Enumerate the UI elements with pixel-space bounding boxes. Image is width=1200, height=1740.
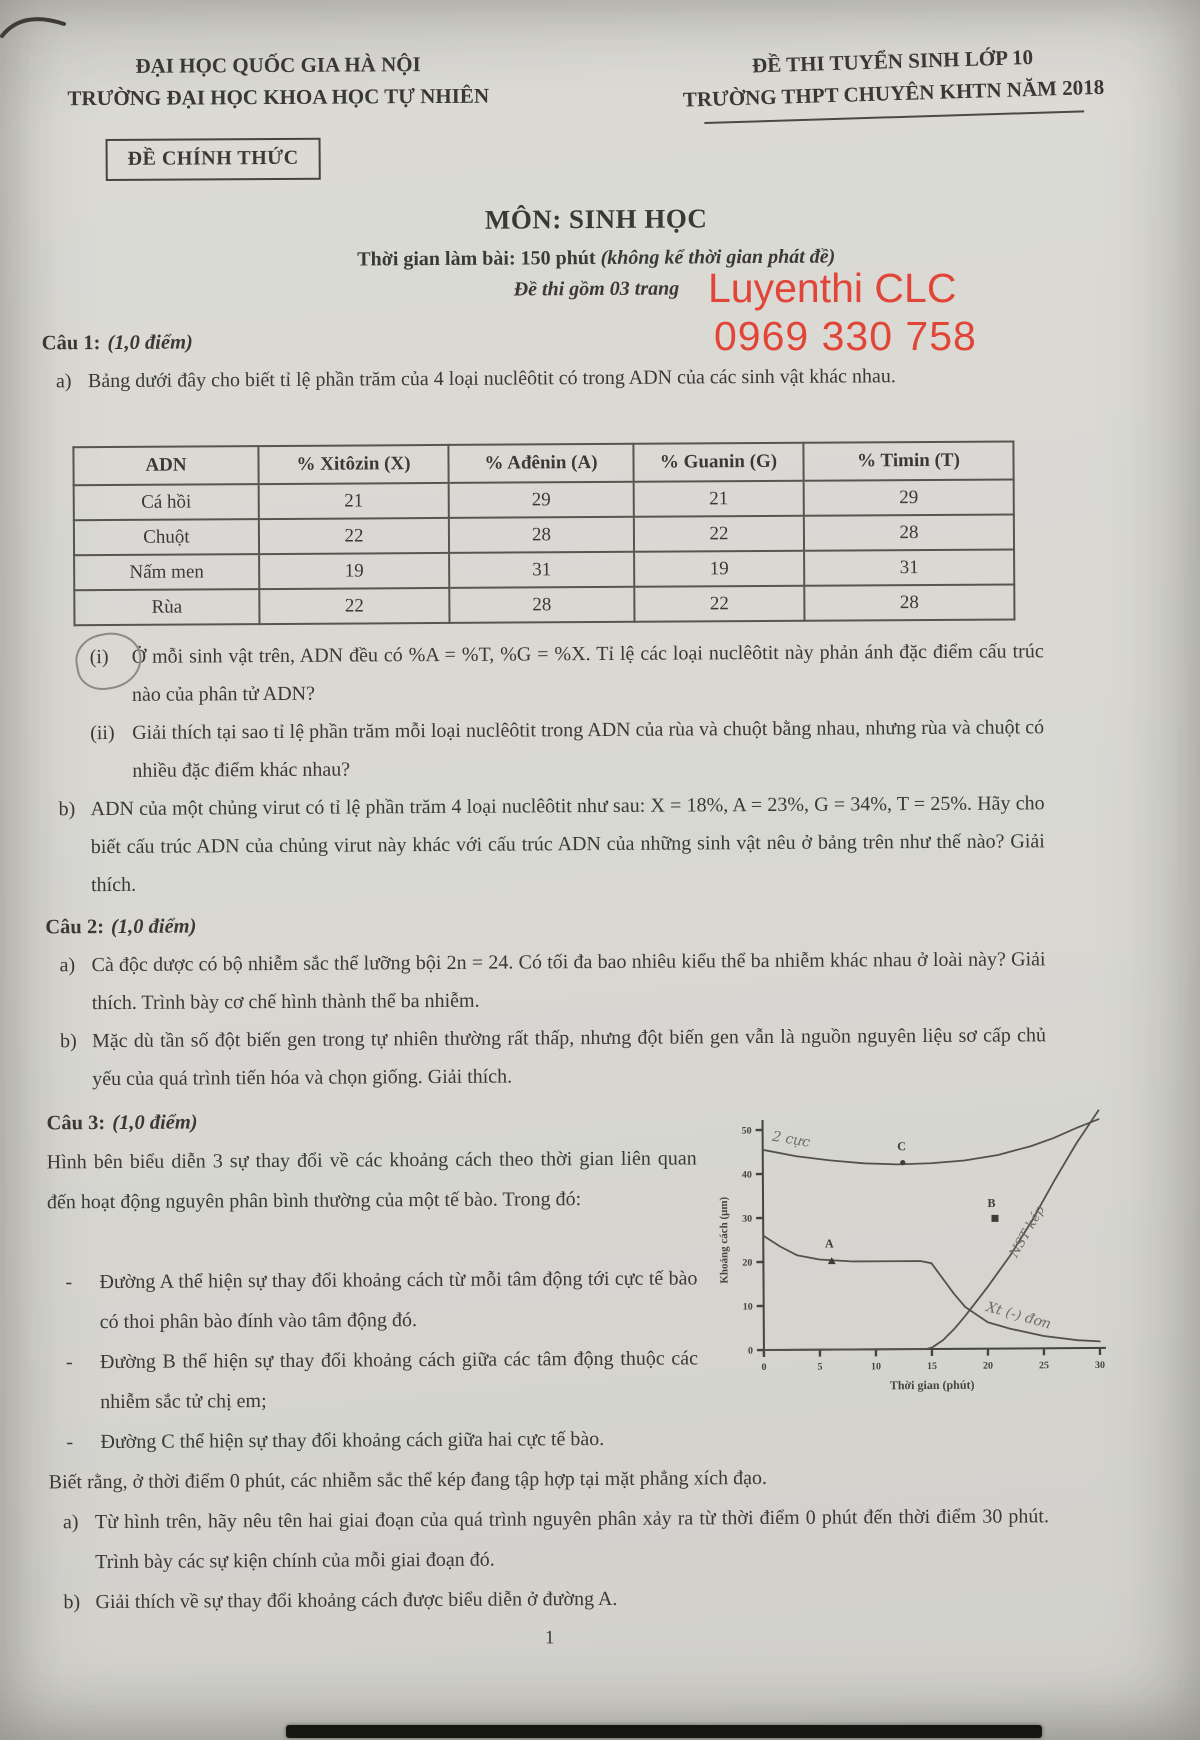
q1-points: (1,0 điểm) — [107, 331, 193, 354]
handwritten-annotation: Xt (-) đơn — [984, 1299, 1053, 1333]
curve-label-C: C — [897, 1139, 906, 1154]
table-cell: 19 — [634, 551, 804, 587]
table-cell: 28 — [804, 584, 1014, 620]
exam-school-year: TRƯỜNG THPT CHUYÊN KHTN NĂM 2018 — [682, 74, 1105, 112]
time-limit-line — [0, 243, 1196, 273]
x-tick-label: 15 — [927, 1360, 938, 1373]
x-tick-label: 30 — [1095, 1359, 1106, 1371]
official-exam-stamp: ĐỀ CHÍNH THỨC — [106, 138, 321, 181]
bullet-dash: - — [65, 1351, 73, 1374]
x-tick-label: 10 — [871, 1361, 882, 1373]
y-axis-label: Khoảng cách (μm) — [717, 1196, 731, 1284]
q3-part-b — [49, 1576, 1049, 1622]
x-tick-label: 25 — [1039, 1360, 1050, 1372]
q1-part-i — [44, 632, 1044, 714]
time-limit-note: (không kể thời gian phát đề) — [600, 245, 836, 269]
q2-points: (1,0 điểm) — [110, 915, 197, 938]
q3-label: Câu 3: — [46, 1112, 106, 1135]
q1-i-label: (i) — [89, 645, 109, 669]
q1-b-label: b) — [58, 798, 76, 821]
header-right-block — [642, 39, 1144, 126]
y-tick-label: 20 — [742, 1257, 753, 1269]
x-tick-label: 0 — [761, 1361, 767, 1374]
q1-part-b — [45, 784, 1046, 904]
q1-part-a — [42, 356, 1042, 438]
series-b-marker — [991, 1215, 998, 1222]
q2-b-label: b) — [59, 1030, 77, 1053]
y-tick-label: 0 — [747, 1345, 753, 1357]
watermark-phone: 0969 330 758 — [714, 313, 977, 359]
table-cell: 28 — [804, 514, 1014, 550]
school-name: TRƯỜNG ĐẠI HỌC KHOA HỌC TỰ NHIÊN — [67, 83, 490, 111]
curve-C — [763, 1119, 1099, 1165]
scan-edge-black-bar — [286, 1725, 1042, 1738]
table-cell: 28 — [449, 517, 634, 553]
q3-b-text: Giải thích về sự thay đổi khoảng cách được biểu diễn ở đường A. — [95, 1587, 618, 1614]
q3-bullet-line-b — [48, 1336, 1048, 1422]
table-cell: 31 — [449, 552, 634, 588]
q1-label: Câu 1: — [41, 332, 101, 355]
q2-part-a — [45, 940, 1045, 1022]
pages-note: Đề thi gồm 03 trang — [513, 277, 680, 301]
curve-label-B: B — [987, 1195, 996, 1210]
q3-note: Biết rằng, ở thời điểm 0 phút, các nhiễm sắc thể kép đang tập hợp tại mặt phẳng xích đạo. — [48, 1466, 767, 1494]
table-cell: 22 — [634, 516, 804, 552]
table-cell: 29 — [449, 482, 634, 518]
adn-table-header-cell: % Xitôzin (X) — [258, 445, 448, 484]
q1-part-ii — [44, 708, 1044, 790]
q3-points: (1,0 điểm) — [112, 1111, 198, 1134]
table-row — [74, 514, 1014, 555]
series-c-marker — [900, 1160, 905, 1165]
table-row — [74, 584, 1014, 625]
university-name: ĐẠI HỌC QUỐC GIA HÀ NỘI — [135, 52, 421, 78]
q3-bullet-line-a — [47, 1256, 1047, 1342]
y-tick-label: 40 — [741, 1169, 752, 1181]
q3-bullet-b-text: Đường B thể hiện sự thay đổi khoảng cách giữa các tâm động thuộc các nhiễm sắc tử chị em; — [99, 1347, 699, 1414]
adn-table-header-cell: ADN — [73, 446, 258, 485]
table-cell: 22 — [259, 588, 449, 624]
q2-a-text: Cà độc dược có bộ nhiễm sắc thể lưỡng bội 2n = 24. Có tối đa bao nhiêu kiểu thể ba nhiễm khác nhau ở loài này? Giải thích. Trình bày cơ chế hình thành thể ba nhiễm. — [91, 948, 1046, 1015]
table-cell: 19 — [259, 553, 449, 589]
q3-section — [46, 1098, 1106, 1622]
table-cell: 21 — [259, 483, 449, 519]
table-row — [74, 479, 1014, 520]
table-cell: Chuột — [74, 519, 259, 555]
handwritten-annotation: 2 cực — [770, 1128, 812, 1151]
q3-bullet-a-text: Đường A thể hiện sự thay đổi khoảng cách từ mỗi tâm động tới cực tế bào có thoi phân bào đính vào tâm động đó. — [99, 1267, 698, 1334]
adn-table-body — [74, 479, 1015, 625]
q2-a-label: a) — [59, 954, 76, 977]
header-left-block — [63, 49, 493, 124]
table-cell: 21 — [634, 481, 804, 517]
adn-table-header-cell: % Ađênin (A) — [448, 444, 633, 483]
q3-a-label: a) — [62, 1511, 79, 1534]
document-header — [0, 0, 1195, 124]
time-limit-text: Thời gian làm bài: 150 phút — [357, 246, 601, 271]
table-cell: Nấm men — [74, 554, 259, 590]
curve-label-A: A — [824, 1236, 834, 1251]
q1-b-text: ADN của một chủng virut có tỉ lệ phần trăm 4 loại nuclêôtit như sau: X = 18%, A = 23%, G = 34%, T = 25%. Hãy cho biết cấu trúc ADN của chủng virut này khác với cấu trúc ADN của những sinh vật nêu ở bảng trên như thế nào? Giải thích. — [90, 792, 1045, 897]
x-tick-label: 20 — [983, 1360, 994, 1372]
adn-table-header-cell: % Timin (T) — [803, 441, 1013, 480]
q2-b-text: Mặc dù tần số đột biến gen trong tự nhiên thường rất thấp, nhưng đột biến gen vẫn là nguồn nguyên liệu sơ cấp chủ yếu của quá trình tiến hóa và chọn giống. Giải thích. — [91, 1024, 1047, 1091]
q3-intro: Hình bên biểu diễn 3 sự thay đổi về các khoảng cách theo thời gian liên quan đến hoạt động nguyên phân bình thường của một tế bào. Trong đó: — [46, 1147, 697, 1214]
q1-ii-text: Giải thích tại sao tỉ lệ phần trăm mỗi loại nuclêôtit trong ADN của rùa và chuột bằng nhau, nhưng rùa và chuột có nhiều đặc điểm khác nhau? — [132, 716, 1045, 782]
y-tick-label: 30 — [742, 1213, 753, 1225]
q3-bullet-line-c — [48, 1416, 1048, 1462]
adn-table-head-row — [73, 441, 1013, 485]
red-watermark — [708, 264, 977, 360]
x-tick-label: 5 — [817, 1361, 823, 1373]
adn-percentage-table — [72, 440, 1015, 626]
table-row — [74, 549, 1014, 590]
q3-a-text: Từ hình trên, hãy nêu tên hai giai đoạn của quá trình nguyên phân xảy ra từ thời điểm 0 phút đến thời điểm 30 phút. Trình bày các sự kiện chính của mỗi giai đoạn đó. — [94, 1505, 1050, 1574]
bullet-dash: - — [65, 1271, 73, 1294]
x-axis-label: Thời gian (phút) — [889, 1377, 975, 1393]
q1-i-text: Ở mỗi sinh vật trên, ADN đều có %A = %T, %G = %X. Tỉ lệ các loại nuclêôtit này phản ánh đặc điểm cấu trúc nào của phân tử ADN? — [131, 640, 1044, 706]
table-cell: 22 — [259, 518, 449, 554]
q3-part-a — [49, 1496, 1049, 1582]
table-cell: 22 — [634, 586, 804, 622]
q3-b-label: b) — [63, 1591, 81, 1614]
q1-a-text: Bảng dưới đây cho biết tỉ lệ phần trăm của 4 loại nuclêôtit có trong ADN của các sinh vật khác nhau. — [87, 365, 896, 393]
bullet-dash: - — [66, 1431, 74, 1454]
y-tick-label: 50 — [741, 1125, 752, 1137]
y-tick-label: 10 — [742, 1301, 753, 1313]
q1-ii-label: (ii) — [90, 721, 115, 745]
q2-heading — [45, 902, 1045, 946]
q2-label: Câu 2: — [45, 916, 105, 939]
q2-part-b — [46, 1016, 1046, 1098]
exam-body — [41, 318, 1106, 1652]
q3-bullet-c-text: Đường C thể hiện sự thay đổi khoảng cách giữa hai cực tế bào. — [100, 1427, 605, 1454]
watermark-brand: Luyenthi CLC — [708, 265, 957, 311]
title-block — [0, 200, 1197, 304]
chart-labels — [824, 1139, 998, 1264]
table-cell: Rùa — [74, 589, 259, 625]
table-cell: 31 — [804, 549, 1014, 585]
q1-a-label: a) — [55, 370, 72, 393]
table-cell: 28 — [449, 587, 634, 623]
adn-table-header-cell: % Guanin (G) — [633, 443, 803, 482]
table-cell: Cá hồi — [74, 484, 259, 520]
subject-title: MÔN: SINH HỌC — [484, 203, 708, 235]
table-cell: 29 — [804, 479, 1014, 515]
page-number: 1 — [544, 1627, 555, 1649]
exam-title: ĐỀ THI TUYỂN SINH LỚP 10 — [751, 44, 1034, 78]
handwritten-annotation: NST kép — [1006, 1203, 1049, 1261]
